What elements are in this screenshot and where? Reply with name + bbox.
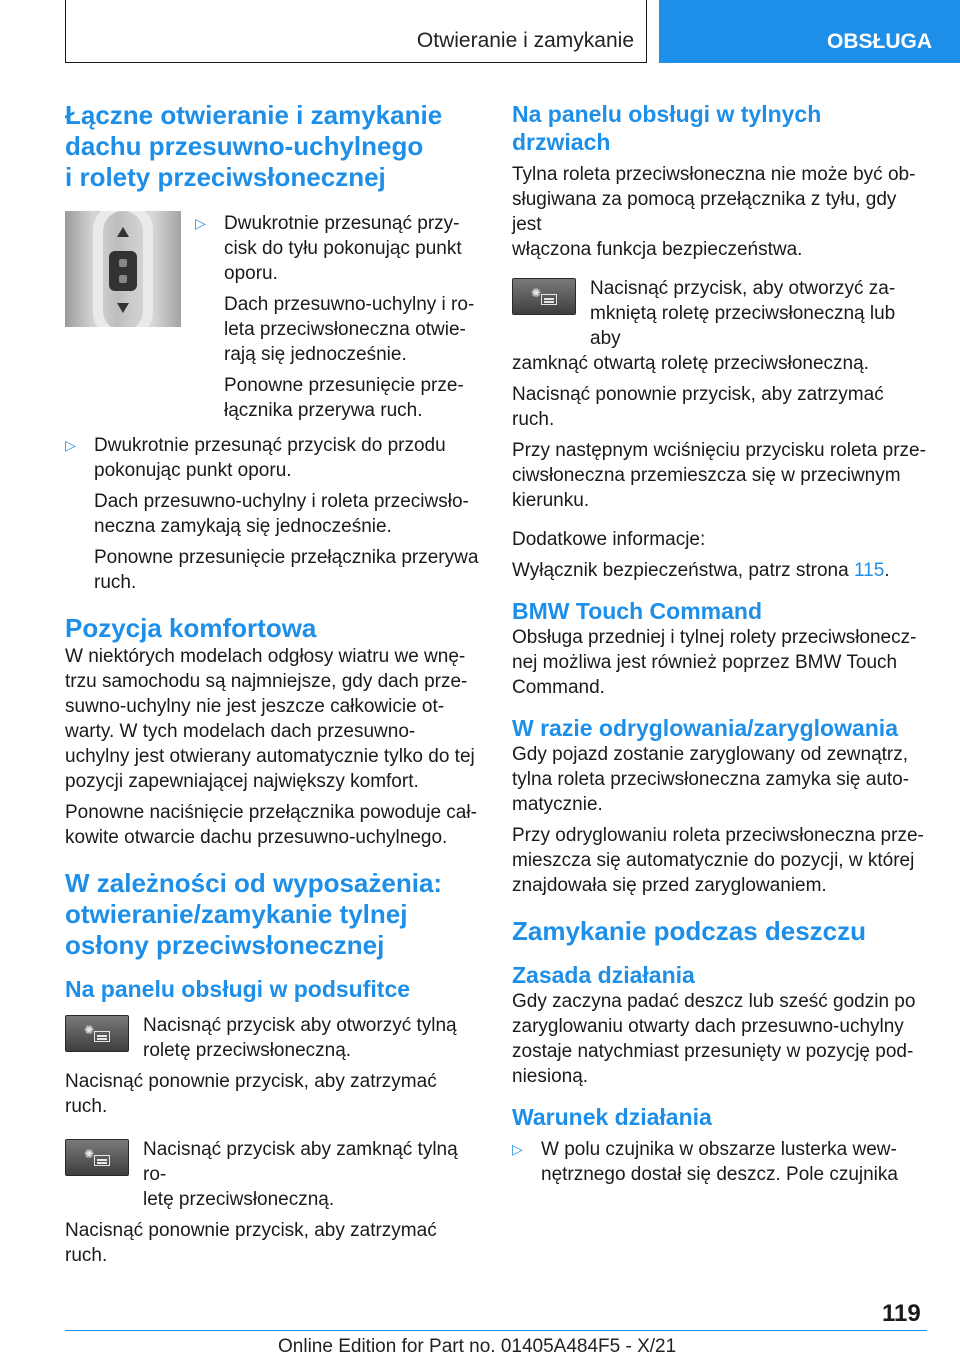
header-box: [65, 0, 647, 63]
bullet-triangle-icon: ▷: [65, 437, 76, 453]
left-column: [65, 100, 479, 1268]
heading-rain-closing: Zamykanie podczas deszczu: [512, 916, 867, 946]
footer-divider: [65, 1330, 927, 1331]
heading-lock-unlock: W razie odryglowania/zaryglowania: [512, 715, 898, 741]
rear-doors-paragraph-2: Nacisnąć ponownie przycisk, aby zatrzymać ruch.: [512, 384, 884, 430]
more-info-label: Dodatkowe informacje:: [512, 529, 706, 550]
rear-sunblind-button-icon: ✺: [65, 1015, 129, 1052]
list-item: ▷ Dwukrotnie przesunąć przy‐ cisk do tyłu pokonując punkt oporu. Dach przesuwno-uchylny i ro‐ leta przeciwsłoneczna otwie‐ rają się jednocześnie. Ponowne przesunięcie prze‐ łącznika przerywa ruch.: [195, 213, 475, 421]
comfort-paragraph-1: W niektórych modelach odgłosy wiatru we wnę‐ trzu samochodu są najmniejsze, gdy dach prze‐ suwno-uchylny nie jest jeszcze całkowicie ot‐ warty. W tych modelach dach przesuwno- uchylny jest otwierany automatycznie tylko do tej pozycji zapewniającej największy komfort.: [65, 646, 475, 792]
heading-rear-doors-panel: Na panelu obsługi w tylnych drzwiach: [512, 101, 822, 155]
heading-principle: Zasada działania: [512, 962, 695, 988]
ceiling-open-item: ✺ Nacisnąć przycisk aby otworzyć tylną roletę przeciwsłoneczną.: [65, 1013, 479, 1063]
arrow-up-icon: [117, 227, 129, 237]
heading-condition: Warunek działania: [512, 1104, 712, 1130]
bullet-triangle-icon: ▷: [512, 1141, 523, 1157]
lock-paragraph-2: Przy odryglowaniu roleta przeciwsłoneczna prze‐ mieszcza się automatycznie do pozycji, w której znajdowała się przed zaryglowaniem.: [512, 825, 924, 896]
header-section-tab: OBSŁUGA: [659, 0, 960, 63]
comfort-paragraph-2: Ponowne naciśnięcie przełącznika powoduje cał‐ kowite otwarcie dachu przesuwno-uchylnego.: [65, 802, 477, 848]
page-number: 119: [882, 1300, 921, 1327]
arrow-down-icon: [117, 303, 129, 313]
ceiling-close-item: ✺ Nacisnąć przycisk aby zamknąć tylną ro‐ letę przeciwsłoneczną.: [65, 1137, 479, 1212]
page-link[interactable]: 115: [853, 560, 885, 581]
heading-ceiling-panel: Na panelu obsługi w podsufitce: [65, 976, 411, 1002]
ceiling-stop-1: Nacisnąć ponownie przycisk, aby zatrzymać ruch.: [65, 1071, 437, 1117]
heading-rear-sunblind: W zależności od wyposażenia: otwieranie/zamykanie tylnej osłony przeciwsłonecznej: [65, 868, 443, 960]
rear-doors-paragraph-3: Przy następnym wciśnięciu przycisku roleta prze‐ ciwsłoneczna przemieszcza się w przeciwnym kierunku.: [512, 440, 926, 511]
safety-switch-reference: Wyłącznik bezpieczeństwa, patrz strona 115.: [512, 560, 890, 581]
rear-doors-paragraph-1: Tylna roleta przeciwsłoneczna nie może być ob‐ sługiwana za pomocą przełącznika z tyłu, gdy jest włączona funkcja bezpieczeństwa.: [512, 164, 916, 260]
lock-paragraph-1: Gdy pojazd zostanie zaryglowany od zewnątrz, tylna roleta przeciwsłoneczna zamyka się auto‐ matycznie.: [512, 744, 910, 815]
heading-combined-open-close: Łączne otwieranie i zamykanie dachu przesuwno-uchylnego i rolety przeciwsłonecznej: [65, 100, 443, 192]
figure-with-bullet: [65, 211, 479, 423]
touch-paragraph: Obsługa przedniej i tylnej rolety przeciwsłonecz‐ nej możliwa jest również poprzez BMW Touch Command.: [512, 627, 917, 698]
ceiling-stop-2: Nacisnąć ponownie przycisk, aby zatrzymać ruch.: [65, 1220, 437, 1266]
heading-comfort-position: Pozycja komfortowa: [65, 613, 317, 643]
rear-sunblind-button-icon: ✺: [65, 1139, 129, 1176]
list-item: ▷ W polu czujnika w obszarze lusterka wew‐ nętrznego dostał się deszcz. Pole czujnika: [512, 1139, 898, 1185]
heading-bmw-touch-command: BMW Touch Command: [512, 598, 762, 624]
bullet-triangle-icon: ▷: [195, 215, 206, 231]
roof-switch-photo: [65, 211, 181, 327]
right-column: [512, 100, 928, 1187]
rear-doors-button-item: ✺ Nacisnąć przycisk, aby otworzyć za‐ mkniętą roletę przeciwsłoneczną lub aby: [512, 276, 928, 351]
rear-sunblind-button-icon: ✺: [512, 278, 576, 315]
header-title: Otwieranie i zamykanie: [416, 29, 634, 52]
edition-footer: Online Edition for Part no. 01405A484F5 - X/21: [278, 1336, 677, 1357]
principle-paragraph: Gdy zaczyna padać deszcz lub sześć godzin po zaryglowaniu otwarty dach przesuwno-uchylny zostaje natychmiast przesunięty w pozycję pod‐ niesioną.: [512, 991, 916, 1087]
rear-doors-button-cont: zamknąć otwartą roletę przeciwsłoneczną.: [512, 353, 869, 374]
list-item: ▷ Dwukrotnie przesunąć przycisk do przodu pokonując punkt oporu. Dach przesuwno-uchylny i roleta przeciwsło‐ neczna zamykają się jednocześnie. Ponowne przesunięcie przełącznika przerywa ruch.: [65, 435, 479, 593]
